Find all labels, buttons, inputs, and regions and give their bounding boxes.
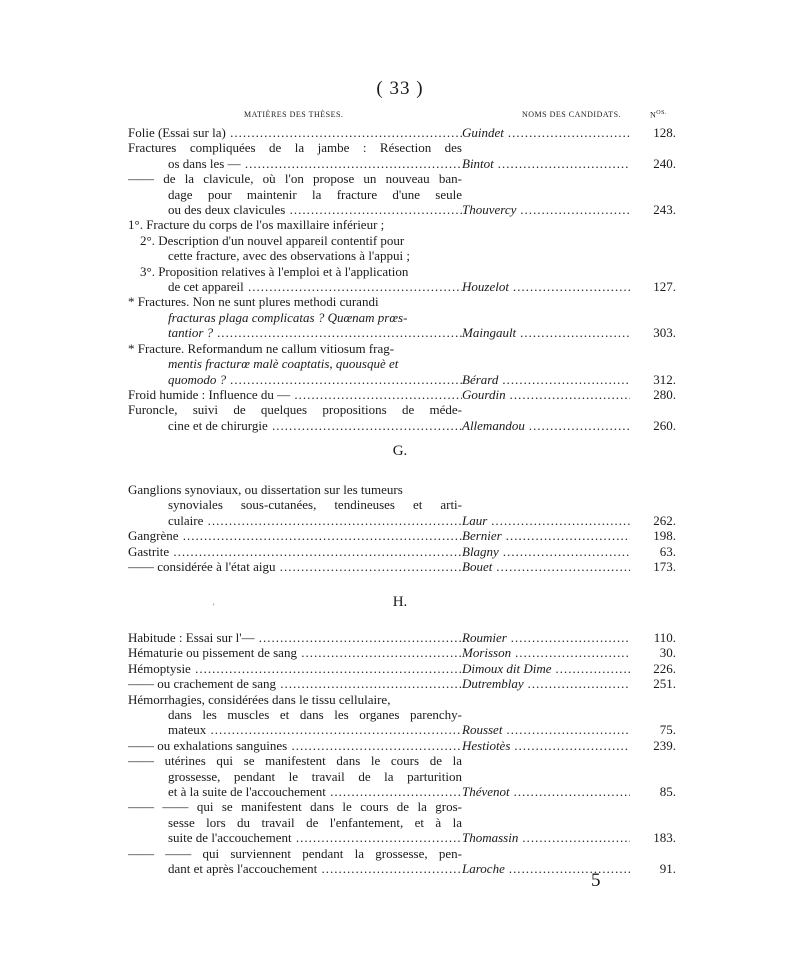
entry-subject (128, 692, 462, 738)
entry-subject (128, 559, 462, 574)
subject-line: et à la suite de l'accouchement ..... (128, 784, 462, 799)
signature-mark: 5 (591, 870, 601, 891)
subject-line: cine et de chirurgie ..... (128, 418, 462, 433)
entry-exhalations (128, 738, 676, 753)
candidate-name: Thévenot ..... (462, 784, 630, 799)
entry-fractures-jambe (128, 140, 676, 171)
entry-subject (128, 544, 462, 559)
section-g (128, 482, 676, 574)
header-numeros-n: N (650, 110, 657, 120)
thesis-number: 198. (653, 528, 676, 544)
subject-line: quomodo ? ..... (128, 372, 462, 387)
thesis-number: 303. (653, 325, 676, 341)
subject-line: Hémoptysie ..... (128, 661, 462, 676)
subject-line: 3°. Proposition relatives à l'emploi et à l'application (140, 263, 409, 279)
entry-crachement (128, 676, 676, 691)
subject-line: 2°. Description d'un nouvel appareil contentif pour (140, 232, 405, 248)
thesis-number: 63. (659, 543, 676, 559)
subject-line: cette fracture, avec des observations à l'appui ; (168, 248, 411, 264)
subject-line: * Fractures. Non ne sunt plures methodi curandi (128, 294, 379, 310)
candidate-name: Laur ..... (462, 513, 630, 528)
subject-line: —— —— qui se manifestent dans le cours de la gros- (128, 799, 462, 815)
subject-line: dans les muscles et dans les organes parenchy- (168, 707, 462, 723)
thesis-number: 280. (653, 386, 676, 402)
entry-subject (128, 799, 462, 845)
subject-line: grossesse, pendant le travail de la parturition (168, 768, 462, 784)
entry-habitude (128, 630, 676, 645)
entry-fractures-clavicule (128, 171, 676, 217)
subject-line: —— ou exhalations sanguines ..... (128, 738, 462, 753)
header-matieres: MATIÈRES DES THÈSES. (244, 110, 344, 119)
subject-line: —— —— qui surviennent pendant la grossesse, pen- (128, 845, 462, 861)
section-f (128, 125, 676, 433)
candidate-name: Gourdin ..... (462, 387, 630, 402)
subject-line: Habitude : Essai sur l'— ..... (128, 630, 462, 645)
entry-froid-humide (128, 387, 676, 402)
entry-hemoptysie (128, 661, 676, 676)
subject-line: —— considérée à l'état aigu ..... (128, 559, 462, 574)
entry-subject (128, 387, 462, 402)
candidate-name: Allemandou ..... (462, 418, 630, 433)
subject-line: mateux ..... (128, 722, 462, 737)
entry-subject (128, 645, 462, 660)
entry-grossesse-enfantement (128, 799, 676, 845)
subject-line: * Fracture. Reformandum ne callum vitiosum frag- (128, 340, 395, 356)
entry-subject (128, 846, 462, 877)
entry-subject (128, 402, 462, 433)
entry-subject (128, 753, 462, 799)
candidate-name: Laroche ..... (462, 861, 630, 876)
entry-furoncle (128, 402, 676, 433)
candidate-name: Roumier ..... (462, 630, 630, 645)
subject-line: culaire ..... (128, 513, 462, 528)
subject-line: Hémorrhagies, considérées dans le tissu cellulaire, (128, 691, 391, 707)
subject-line: dant et après l'accouchement ..... (128, 861, 462, 876)
thesis-number: 251. (653, 676, 676, 692)
subject-line: fracturas plaga complicatas ? Quœnam prœs- (168, 309, 408, 325)
subject-line: ou des deux clavicules ..... (128, 202, 462, 217)
candidate-name: Morisson ..... (462, 645, 630, 660)
entry-ganglions (128, 482, 676, 528)
section-h (128, 630, 676, 877)
thesis-number: 110. (653, 630, 676, 645)
entry-subject (128, 125, 462, 140)
subject-line: Furoncle, suivi de quelques propositions de méde- (128, 402, 462, 418)
entry-subject (128, 676, 462, 691)
candidate-name: Guindet ..... (462, 125, 630, 140)
entry-subject (128, 140, 462, 171)
subject-line: sesse lors du travail de l'enfantement, et à la (168, 814, 462, 830)
subject-line: de cet appareil ..... (128, 279, 462, 294)
thesis-number: 173. (653, 559, 676, 575)
thesis-number: 226. (653, 660, 676, 676)
subject-line: suite de l'accouchement ..... (128, 830, 462, 845)
subject-line: os dans les — ..... (128, 156, 462, 171)
thesis-number: 183. (653, 830, 676, 846)
candidate-name: Bouet ..... (462, 559, 630, 574)
candidate-name: Maingault ..... (462, 325, 630, 340)
subject-line: —— utérines qui se manifestent dans le cours de la (128, 753, 462, 769)
candidate-name: Bernier ..... (462, 528, 630, 543)
thesis-number: 240. (653, 155, 676, 171)
subject-line: tantior ? ..... (128, 325, 462, 340)
subject-line: Froid humide : Influence du — ..... (128, 387, 462, 402)
candidate-name: Blagny ..... (462, 544, 630, 559)
entry-fractures-latin (128, 294, 676, 340)
entry-subject (128, 171, 462, 217)
candidate-name: Thomassin ..... (462, 830, 630, 845)
entry-subject (128, 217, 462, 294)
entry-folie (128, 125, 676, 140)
candidate-name: Bintot ..... (462, 156, 630, 171)
thesis-number: 127. (653, 279, 676, 295)
thesis-number: 91. (659, 861, 676, 877)
entry-fracture-reformandum (128, 341, 676, 387)
entry-subject (128, 630, 462, 645)
candidate-name: Dimoux dit Dime ..... (462, 661, 630, 676)
header-noms: NOMS DES CANDIDATS. (522, 110, 622, 119)
entry-subject (128, 294, 462, 340)
subject-line: dage pour maintenir la fracture d'une seule (168, 186, 462, 202)
thesis-number: 30. (659, 645, 676, 661)
entry-uterines (128, 753, 676, 799)
entry-subject (128, 661, 462, 676)
candidate-name: Bérard ..... (462, 372, 630, 387)
page-number: ( 33 ) (376, 78, 424, 99)
thesis-number: 243. (653, 202, 676, 218)
subject-line: synoviales sous-cutanées, tendineuses et arti- (168, 497, 462, 513)
header-numeros (650, 110, 667, 120)
subject-line: Hématurie ou pissement de sang ..... (128, 645, 462, 660)
header-numeros-sup: OS. (656, 110, 667, 116)
thesis-number: 239. (653, 737, 676, 753)
subject-line: Fractures compliquées de la jambe : Résection des (128, 140, 462, 156)
thesis-number: 260. (653, 417, 676, 433)
subject-line: Folie (Essai sur la) ..... (128, 125, 462, 140)
subject-line: Ganglions synoviaux, ou dissertation sur les tumeurs (128, 482, 403, 497)
thesis-number: 85. (659, 784, 676, 800)
candidate-name: Thouvercy ..... (462, 202, 630, 217)
subject-line: Gastrite ..... (128, 544, 462, 559)
subject-line: —— de la clavicule, où l'on propose un nouveau ban- (128, 171, 462, 187)
thesis-number: 128. (653, 125, 676, 140)
section-letter-h: H. (392, 594, 408, 610)
candidate-name: Dutremblay ..... (462, 676, 630, 691)
entry-gastrite (128, 544, 676, 559)
thesis-number: 312. (653, 371, 676, 387)
subject-line: 1°. Fracture du corps de l'os maxillaire inférieur ; (128, 217, 385, 233)
thesis-number: 75. (659, 722, 676, 738)
candidate-name: Rousset ..... (462, 722, 630, 737)
entry-gangrene (128, 528, 676, 543)
entry-subject (128, 738, 462, 753)
entry-fracture-maxillaire (128, 217, 676, 294)
section-letter-g: G. (392, 443, 408, 459)
entry-hematurie (128, 645, 676, 660)
candidate-name: Houzelot ..... (462, 279, 630, 294)
entry-subject (128, 341, 462, 387)
subject-line: Gangrène ..... (128, 528, 462, 543)
subject-line: mentis fracturœ malè coaptatis, quousquè et (168, 356, 399, 372)
stray-mark: ' (213, 602, 215, 612)
entry-subject (128, 528, 462, 543)
thesis-number: 262. (653, 512, 676, 528)
entry-subject (128, 482, 462, 528)
candidate-name: Hestiotès ..... (462, 738, 630, 753)
entry-hemorrhagies (128, 692, 676, 738)
subject-line: —— ou crachement de sang ..... (128, 676, 462, 691)
entry-gastrite-aigu (128, 559, 676, 574)
